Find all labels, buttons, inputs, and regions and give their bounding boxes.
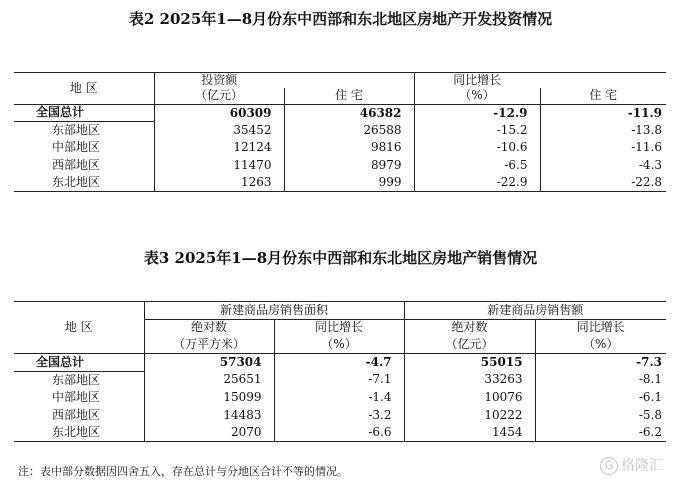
cell-amt_yoy: -8.1 [535, 371, 666, 389]
cell-yoy_res: -13.8 [540, 122, 666, 140]
cell-area_yoy: -7.1 [274, 371, 404, 389]
table-row [14, 139, 666, 157]
residential-header: 住 宅 [284, 88, 414, 104]
investment-unit: （亿元） [154, 88, 284, 104]
footnote: 注：表中部分数据因四舍五入，存在总计与分地区合计不等的情况。 [18, 465, 348, 478]
cell-inv: 1263 [154, 174, 284, 192]
table-row [14, 371, 666, 389]
cell-amt: 10222 [404, 406, 535, 424]
region-name: 西部地区 [52, 407, 101, 422]
cell-amt: 55015 [404, 354, 535, 372]
watermark [600, 455, 663, 475]
amount-yoy-unit: （%） [535, 336, 666, 354]
area-unit: （万平方米） [144, 336, 274, 354]
table-row [14, 104, 666, 122]
area-group-header: 新建商品房销售面积 [144, 302, 404, 320]
cell-amt: 1454 [404, 424, 535, 442]
region-name: 全国总计 [14, 354, 144, 372]
cell-res: 26588 [284, 122, 414, 140]
cell-amt_yoy: -7.3 [535, 354, 666, 372]
amount-group-header: 新建商品房销售额 [404, 302, 666, 320]
logo-icon: G [600, 457, 618, 475]
cell-res: 8979 [284, 157, 414, 175]
region-header: 地 区 [14, 73, 154, 105]
region-name: 中部地区 [52, 140, 101, 155]
table3-title: 表3 2025年1—8月份东中西部和东北地区房地产销售情况 [143, 249, 538, 267]
table-row [14, 406, 666, 424]
region-name: 东部地区 [52, 372, 101, 387]
cell-res: 999 [284, 174, 414, 192]
cell-inv: 60309 [154, 104, 284, 122]
amount-yoy-header: 同比增长 [535, 320, 666, 336]
region-name: 西部地区 [52, 158, 101, 173]
region-name: 中部地区 [52, 389, 101, 404]
yoy-header: 同比增长 [414, 73, 540, 89]
cell-inv: 12124 [154, 139, 284, 157]
cell-yoy: -22.9 [414, 174, 540, 192]
cell-area_yoy: -3.2 [274, 406, 404, 424]
amount-unit: （亿元） [404, 336, 535, 354]
cell-inv: 35452 [154, 122, 284, 140]
yoy-residential-header: 住 宅 [540, 88, 666, 104]
region-name: 东北地区 [14, 174, 154, 192]
cell-yoy: -12.9 [414, 104, 540, 122]
cell-area_yoy: -4.7 [274, 354, 404, 372]
cell-yoy: -6.5 [414, 157, 540, 175]
cell-area: 57304 [144, 354, 274, 372]
cell-yoy: -10.6 [414, 139, 540, 157]
table-row [14, 424, 666, 442]
cell-amt: 33263 [404, 371, 535, 389]
amount-abs-header: 绝对数 [404, 320, 535, 336]
investment-header: 投资额 [154, 73, 284, 89]
watermark-text: 格隆汇 [621, 458, 663, 474]
cell-res: 9816 [284, 139, 414, 157]
area-abs-header: 绝对数 [144, 320, 274, 336]
cell-area_yoy: -6.6 [274, 424, 404, 442]
table-row [14, 174, 666, 192]
region-name: 东部地区 [52, 123, 101, 138]
cell-yoy_res: -11.6 [540, 139, 666, 157]
cell-area: 15099 [144, 389, 274, 407]
cell-area: 14483 [144, 406, 274, 424]
cell-yoy_res: -22.8 [540, 174, 666, 192]
cell-amt_yoy: -6.2 [535, 424, 666, 442]
region-name: 全国总计 [14, 104, 154, 122]
investment-table [14, 72, 666, 192]
area-yoy-header: 同比增长 [274, 320, 404, 336]
cell-area: 25651 [144, 371, 274, 389]
cell-amt_yoy: -6.1 [535, 389, 666, 407]
cell-amt: 10076 [404, 389, 535, 407]
area-yoy-unit: （%） [274, 336, 404, 354]
cell-yoy_res: -4.3 [540, 157, 666, 175]
table-row [14, 354, 666, 372]
cell-inv: 11470 [154, 157, 284, 175]
cell-yoy: -15.2 [414, 122, 540, 140]
cell-amt_yoy: -5.8 [535, 406, 666, 424]
table-row [14, 122, 666, 140]
region-header: 地 区 [14, 302, 144, 354]
yoy-unit: （%） [414, 88, 540, 104]
cell-area_yoy: -1.4 [274, 389, 404, 407]
sales-table [14, 301, 666, 442]
cell-res: 46382 [284, 104, 414, 122]
table-row [14, 157, 666, 175]
cell-area: 2070 [144, 424, 274, 442]
table-row [14, 389, 666, 407]
region-name: 东北地区 [14, 424, 144, 442]
cell-yoy_res: -11.9 [540, 104, 666, 122]
table2-title: 表2 2025年1—8月份东中西部和东北地区房地产开发投资情况 [128, 10, 553, 28]
